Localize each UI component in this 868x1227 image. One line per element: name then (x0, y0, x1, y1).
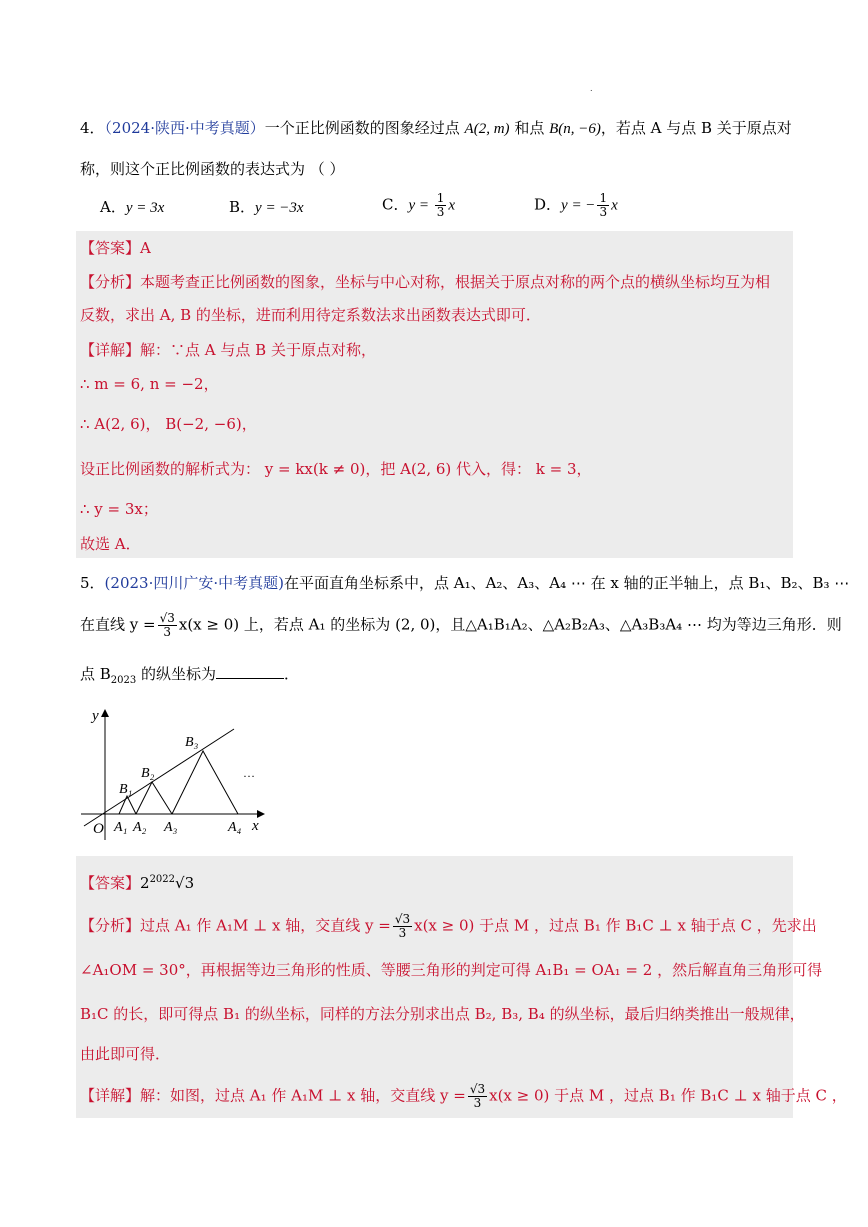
q5-stem-line2 (80, 612, 842, 639)
detail-tag: 【详解】 (80, 341, 141, 359)
q4-detail-line5: ∴ y = 3x； (80, 500, 158, 518)
numerator: 1 (436, 191, 445, 205)
analysis-text: 本题考查正比例函数的图象，坐标与中心对称，根据关于原点对称的两个点的横纵坐标均互为相 (140, 273, 771, 291)
q4-stem-text-2: 和点 (509, 119, 550, 137)
q4-stem-text: 一个正比例函数的图象经过点 (264, 119, 465, 137)
q4-source: （2024·陕西·中考真题） (104, 119, 265, 137)
answer-tag: 【答案】 (80, 874, 141, 892)
q5-answer (80, 868, 194, 895)
fraction (158, 612, 177, 639)
q5-stem-text-2: x(x ≥ 0) 上，若点 A₁ 的坐标为 (2, 0)，且△A₁B₁A₂、△A₂B₂A₃、△A₃B₃A₄ ⋯ 均为等边三角形．则 (178, 615, 842, 634)
header-dot: . (590, 84, 593, 93)
q4-stem-line1 (80, 116, 792, 141)
option-label: D． (534, 195, 562, 214)
q5-stem-line3 (80, 662, 299, 693)
denominator: 3 (436, 205, 445, 219)
q5-stem-text-3: ． (284, 665, 300, 683)
q5-analysis-line4: 由此即可得． (80, 1045, 171, 1063)
detail-tag: 【详解】 (80, 1086, 141, 1105)
b1-label: B₁ (119, 782, 133, 797)
q5-stem-text: 点 B (80, 665, 111, 683)
q4-option-b[interactable] (229, 196, 304, 217)
q4-stem-text-3: ，若点 A 与点 B 关于原点对 (600, 119, 792, 137)
numerator: √3 (159, 611, 175, 625)
q5-stem-line1 (80, 571, 849, 595)
origin-label: O (93, 821, 104, 837)
q4-option-d[interactable] (534, 192, 618, 219)
a2-label: A₂ (133, 820, 147, 835)
analysis-text-2: x(x ≥ 0) 于点 M ，过点 B₁ 作 B₁C ⊥ x 轴于点 C ，先求出 (414, 916, 817, 935)
answer-radical: √3 (175, 874, 195, 892)
option-expr: y = − (561, 197, 596, 214)
option-expr: x (611, 197, 618, 214)
q4-analysis-line1 (80, 270, 770, 294)
subscript: 2023 (110, 675, 137, 686)
fraction (597, 192, 609, 219)
denominator: 3 (473, 1096, 482, 1110)
q5-stem-text-2: 的纵坐标为 (136, 665, 217, 683)
a1-label: A₁ (114, 820, 128, 835)
q5-analysis-line2: ∠A₁OM = 30°，再根据等边三角形的性质、等腰三角形的判定可得 A₁B₁ = OA₁ = 2 ，然后解直角三角形可得 (80, 961, 823, 979)
q5-figure (76, 700, 276, 845)
q5-solution-block (76, 856, 793, 1118)
q4-number: 4． (80, 119, 105, 137)
q4-detail-line1 (80, 338, 376, 362)
q4-detail-line3: ∴ A(2, 6)， B(−2, −6)， (80, 415, 257, 433)
option-expr: y = (408, 197, 433, 214)
option-label: B． (229, 198, 256, 216)
q5-detail-line1 (80, 1083, 847, 1110)
fraction (393, 913, 412, 940)
numerator: √3 (394, 912, 411, 926)
analysis-text: 过点 A₁ 作 A₁M ⊥ x 轴，交直线 y = (140, 916, 391, 935)
q4-detail-line6: 故选 A． (80, 535, 141, 553)
a4-label: A₄ (228, 820, 242, 835)
answer-blank[interactable] (216, 664, 284, 679)
x-axis-label: x (252, 818, 259, 834)
line-y-eq-sqrt3-over-3-x (84, 729, 234, 826)
answer-value: A (140, 239, 151, 257)
q4-option-c[interactable] (382, 192, 455, 219)
analysis-tag: 【分析】 (80, 273, 141, 291)
detail-text: 解：∵点 A 与点 B 关于原点对称， (140, 341, 376, 359)
b2-label: B₂ (141, 766, 155, 781)
detail-text-2: x(x ≥ 0) 于点 M ，过点 B₁ 作 B₁C ⊥ x 轴于点 C ， (489, 1086, 847, 1105)
denominator: 3 (398, 926, 407, 940)
ellipsis: … (243, 766, 255, 780)
option-label: A． (100, 198, 126, 216)
triangle-a1b1a2 (119, 796, 136, 814)
b3-label: B₃ (185, 735, 199, 750)
q5-source: (2023·四川广安·中考真题) (104, 574, 284, 592)
y-axis-label: y (92, 708, 99, 724)
option-expr: y = 3x (125, 200, 165, 216)
option-expr: x (448, 197, 456, 214)
option-expr: y = −3x (255, 200, 304, 216)
q4-answer (80, 236, 151, 260)
denominator: 3 (163, 625, 172, 639)
q5-number: 5． (80, 574, 105, 592)
a3-label: A₃ (164, 820, 178, 835)
q4-point-b: B(n, −6) (549, 121, 601, 137)
answer-value (140, 874, 194, 892)
denominator: 3 (599, 205, 608, 219)
fraction (435, 192, 447, 219)
q4-option-a[interactable] (100, 196, 164, 217)
triangle-a2b2a3 (136, 782, 172, 814)
answer-tag: 【答案】 (80, 239, 141, 257)
option-label: C． (382, 195, 409, 214)
q5-stem-text: 在平面直角坐标系中，点 A₁、A₂、A₃、A₄ ⋯ 在 x 轴的正半轴上，点 B₁、B₂、B₃ ⋯ (283, 574, 850, 592)
q4-analysis-line2: 反数，求出 A, B 的坐标，进而利用待定系数法求出函数表达式即可． (80, 306, 541, 324)
q5-analysis-line1 (80, 913, 817, 940)
analysis-tag: 【分析】 (80, 916, 141, 935)
q4-detail-line4: 设正比例函数的解析式为： y = kx(k ≠ 0)，把 A(2, 6) 代入，得： k = 3， (80, 460, 592, 478)
q4-stem-line2: 称，则这个正比例函数的表达式为 （ ） (80, 160, 345, 178)
q4-detail-line2: ∴ m = 6, n = −2， (80, 375, 219, 393)
answer-exponent: 2022 (149, 874, 176, 885)
q5-stem-text: 在直线 y = (80, 615, 156, 634)
detail-text: 解：如图，过点 A₁ 作 A₁M ⊥ x 轴，交直线 y = (140, 1086, 466, 1105)
q4-point-a: A(2, m) (464, 121, 510, 137)
q5-analysis-line3: B₁C 的长，即可得点 B₁ 的纵坐标，同样的方法分别求出点 B₂, B₃, B₄ 的纵坐标，最后归纳类推出一般规律， (80, 1005, 805, 1023)
fraction (468, 1083, 487, 1110)
numerator: √3 (469, 1082, 486, 1096)
answer-base: 2 (140, 874, 150, 892)
triangle-a3b3a4 (172, 751, 238, 814)
numerator: 1 (599, 191, 608, 205)
